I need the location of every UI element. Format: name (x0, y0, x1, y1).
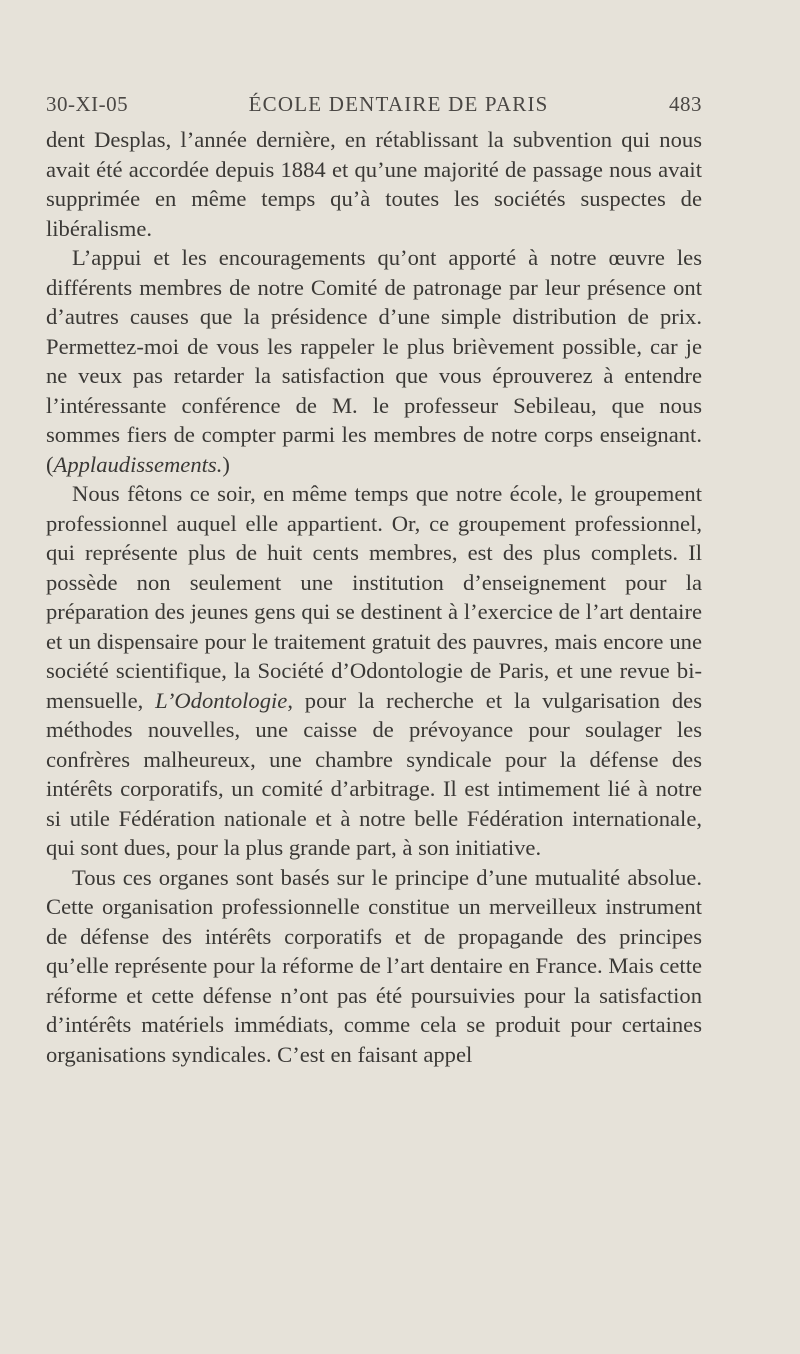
paragraph-2-text: L’appui et les encouragements qu’ont apporté à notre œuvre les différents membres de notre Comité de patronage par leur présence ont d’autres causes que la présidence d’une simple distribution de prix. Permettez-moi de vous les rappeler le plus brièvement possible, car je ne veux pas retarder la satisfaction que vous éprouverez à entendre l’intéressante conférence de M. le professeur Sebileau, que nous sommes fiers de compter parmi les membres de notre corps enseignant. (46, 245, 702, 447)
header-date: 30-XI-05 (46, 92, 129, 116)
page-number: 483 (669, 92, 702, 116)
running-header (46, 92, 702, 117)
paragraph-3-text-before: Nous fêtons ce soir, en même temps que notre école, le groupement professionnel auquel elle appartient. Or, ce groupement professionnel, qui représente plus de huit cents membres, est des plus complets. Il possède non seulement une institution d’enseignement pour la préparation des jeunes gens qui se destinent à l’exercice de l’art dentaire et un dispensaire pour le traitement gratuit des pauvres, mais encore une société scientifique, la Société d’Odontologie de Paris, et une revue bi-mensuelle, (46, 481, 702, 713)
paragraph-2: L’appui et les encouragements qu’ont apporté à notre œuvre les différents membres de notre Comité de patronage par leur présence ont d’autres causes que la présidence d’une simple distribution de prix. Permettez-moi de vous les rappeler le plus brièvement possible, car je ne veux pas retarder la satisfaction que vous éprouverez à entendre l’intéressante conférence de M. le professeur Sebileau, que nous sommes fiers de compter parmi les membres de notre corps enseignant. (Applaudissements.) (46, 245, 702, 477)
paragraph-4 (46, 863, 702, 1070)
paragraph-3 (46, 479, 702, 863)
journal-title: L’Odontologie (155, 687, 288, 713)
paragraph-1 (46, 125, 702, 243)
paragraph-3-text-after: , pour la recherche et la vulgarisation des méthodes nouvelles, une caisse de prévoyance pour soulager les confrères malheureux, une chambre syndicale pour la défense des intérêts corporatifs, un comité d’arbitrage. Il est intimement lié à notre si utile Fédération nationale et à notre belle Fédération internationale, qui sont dues, pour la plus grande part, à son initiative. (46, 687, 702, 860)
applause-note: Applaudissements. (53, 451, 223, 477)
paragraph-4-text: Tous ces organes sont basés sur le principe d’une mutualité absolue. Cette organisation professionnelle constitue un merveilleux instrument de défense des intérêts corporatifs et de propagande des principes qu’elle représente pour la réforme de l’art dentaire en France. Mais cette réforme et cette défense n’ont pas été poursuivies pour la satisfaction d’intérêts matériels immédiats, comme cela se produit pour certaines organisations syndicales. C’est en faisant appel (46, 864, 702, 1067)
header-title: ÉCOLE DENTAIRE DE PARIS (248, 92, 549, 116)
paragraph-1-text: dent Desplas, l’année dernière, en rétablissant la subvention qui nous avait été accordée depuis 1884 et qu’une majorité de passage nous avait supprimée en même temps qu’à toutes les sociétés suspectes de libéralisme. (46, 127, 702, 241)
body-text (46, 125, 702, 1069)
